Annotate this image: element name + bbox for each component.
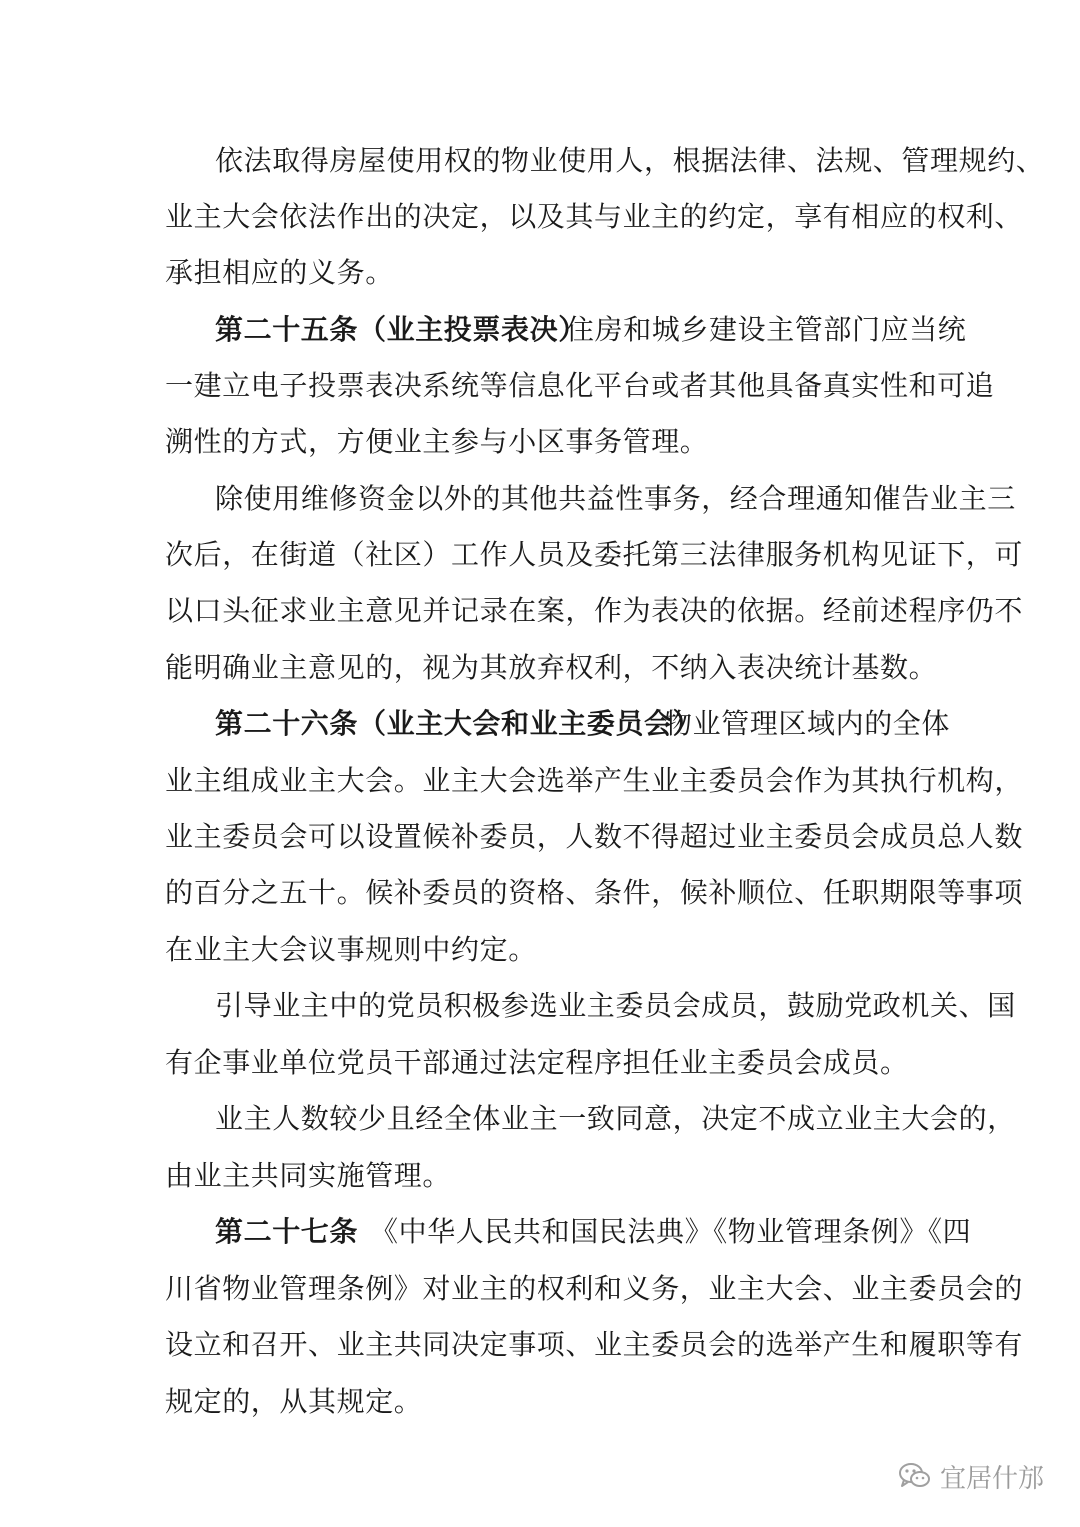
paragraph-line: 业主组成业主大会。业主大会选举产生业主委员会作为其执行机构， bbox=[165, 764, 1024, 797]
paragraph-line: 住房和城乡建设主管部门应当统 bbox=[566, 313, 967, 346]
article-heading: 第二十七条 bbox=[215, 1215, 359, 1248]
paragraph-line: 溯性的方式，方便业主参与小区事务管理。 bbox=[165, 425, 709, 458]
article-heading: 第二十六条（业主大会和业主委员会） bbox=[215, 707, 702, 740]
paragraph-line: 川省物业管理条例》对业主的权利和义务，业主大会、业主委员会的 bbox=[165, 1272, 1024, 1305]
paragraph-line: 以口头征求业主意见并记录在案，作为表决的依据。经前述程序仍不 bbox=[165, 594, 1024, 627]
paragraph-line: 除使用维修资金以外的其他共益性事务，经合理通知催告业主三 bbox=[215, 482, 1016, 515]
article-heading: 第二十五条（业主投票表决） bbox=[215, 313, 587, 346]
paragraph-line: 规定的，从其规定。 bbox=[165, 1385, 423, 1418]
paragraph-line: 的百分之五十。候补委员的资格、条件，候补顺位、任职期限等事项 bbox=[165, 876, 1024, 909]
paragraph-line: 引导业主中的党员积极参选业主委员会成员，鼓励党政机关、国 bbox=[215, 989, 1016, 1022]
paragraph-line: 业主大会依法作出的决定，以及其与业主的约定，享有相应的权利、 bbox=[165, 200, 1024, 233]
paragraph-line: 在业主大会议事规则中约定。 bbox=[165, 933, 537, 966]
paragraph-line: 业主人数较少且经全体业主一致同意，决定不成立业主大会的， bbox=[215, 1102, 1016, 1135]
paragraph-line: 一建立电子投票表决系统等信息化平台或者其他具备真实性和可追 bbox=[165, 369, 995, 402]
paragraph-line: 有企事业单位党员干部通过法定程序担任业主委员会成员。 bbox=[165, 1046, 909, 1079]
watermark bbox=[898, 1456, 1044, 1496]
paragraph-line: 业主委员会可以设置候补委员，人数不得超过业主委员会成员总人数 bbox=[165, 820, 1024, 853]
paragraph-line: 承担相应的义务。 bbox=[165, 256, 394, 289]
paragraph-line: 次后，在街道（社区）工作人员及委托第三法律服务机构见证下，可 bbox=[165, 538, 1024, 571]
paragraph-line: 物业管理区域内的全体 bbox=[664, 707, 951, 740]
paragraph-line: 《中华人民共和国民法典》《物业管理条例》《四 bbox=[370, 1215, 972, 1248]
paragraph-line: 设立和召开、业主共同决定事项、业主委员会的选举产生和履职等有 bbox=[165, 1328, 1024, 1361]
watermark-text: 宜居什邡 bbox=[940, 1463, 1045, 1494]
wechat-icon bbox=[898, 1461, 932, 1491]
paragraph-line: 由业主共同实施管理。 bbox=[165, 1159, 452, 1192]
paragraph-line: 依法取得房屋使用权的物业使用人，根据法律、法规、管理规约、 bbox=[215, 144, 1045, 177]
paragraph-line: 能明确业主意见的，视为其放弃权利，不纳入表决统计基数。 bbox=[165, 651, 938, 684]
